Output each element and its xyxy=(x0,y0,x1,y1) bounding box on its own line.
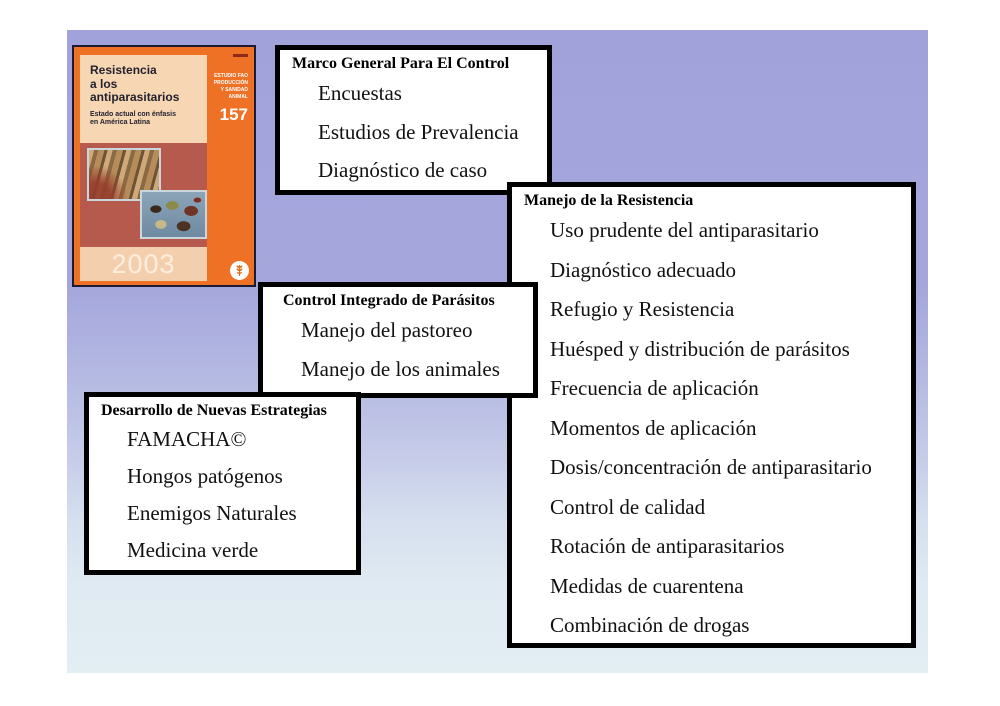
book-title xyxy=(80,55,207,105)
wheat-emblem-icon xyxy=(233,264,246,277)
panel-item: Diagnóstico adecuado xyxy=(550,257,737,282)
book-cover-photo-band xyxy=(80,143,207,247)
fao-logo-icon xyxy=(230,261,249,280)
panel-item: Uso prudente del antiparasitario xyxy=(550,218,819,242)
book-title-line1: Resistencia xyxy=(90,63,157,77)
panel-title: Marco General Para El Control xyxy=(292,55,510,72)
panel-nuevas-estrategias xyxy=(84,392,361,575)
book-series-number: 157 xyxy=(219,105,248,124)
series-line: ESTUDIO FAO xyxy=(214,73,248,79)
panel-item: Hongos patógenos xyxy=(127,464,283,488)
panel-item: Manejo de los animales xyxy=(301,356,500,381)
panel-item: Momentos de aplicación xyxy=(550,415,757,440)
book-subtitle-line1: Estado actual con énfasis xyxy=(90,110,176,118)
micro-text-mark xyxy=(233,54,248,57)
book-year: 2003 xyxy=(80,247,207,281)
panel-title: Control Integrado de Parásitos xyxy=(283,292,495,309)
book-title-line2: a los antiparasitarios xyxy=(90,76,180,104)
panel-item: FAMACHA© xyxy=(127,427,247,451)
panel-control-integrado xyxy=(258,282,538,398)
panel-item: Medicina verde xyxy=(127,538,259,562)
panel-item: Frecuencia de aplicación xyxy=(550,376,759,400)
panel-marco-general xyxy=(275,45,552,195)
panel-item: Encuestas xyxy=(318,81,402,105)
panel-item: Medidas de cuarentena xyxy=(550,573,744,598)
panel-item: Enemigos Naturales xyxy=(127,501,297,525)
panel-item: Control de calidad xyxy=(550,494,706,519)
panel-item: Estudios de Prevalencia xyxy=(318,119,519,144)
panel-item: Combinación de drogas xyxy=(550,613,750,637)
book-subtitle-line2: en América Latina xyxy=(90,118,151,126)
panel-manejo-resistencia xyxy=(507,182,916,648)
book-cover-spine-column xyxy=(207,47,254,285)
series-line: Y SANIDAD xyxy=(220,87,248,93)
panel-item: Dosis/concentración de antiparasitario xyxy=(550,455,872,479)
panel-title: Manejo de la Resistencia xyxy=(524,192,694,209)
panel-item: Refugio y Resistencia xyxy=(550,297,735,321)
book-subtitle xyxy=(80,105,207,127)
panel-item: Manejo del pastoreo xyxy=(301,318,473,342)
panel-item: Rotación de antiparasitarios xyxy=(550,534,785,558)
panel-title: Desarrollo de Nuevas Estrategias xyxy=(101,402,327,419)
book-series-label xyxy=(214,73,248,101)
book-cover xyxy=(72,45,256,287)
series-line: ANIMAL xyxy=(228,94,248,100)
slide-background xyxy=(67,30,928,673)
ticks-photo xyxy=(140,190,207,239)
panel-item: Huésped y distribución de parásitos xyxy=(550,336,850,361)
series-line: PRODUCCIÓN xyxy=(213,80,248,86)
panel-item: Diagnóstico de caso xyxy=(318,158,488,182)
book-cover-title-panel xyxy=(80,55,207,143)
